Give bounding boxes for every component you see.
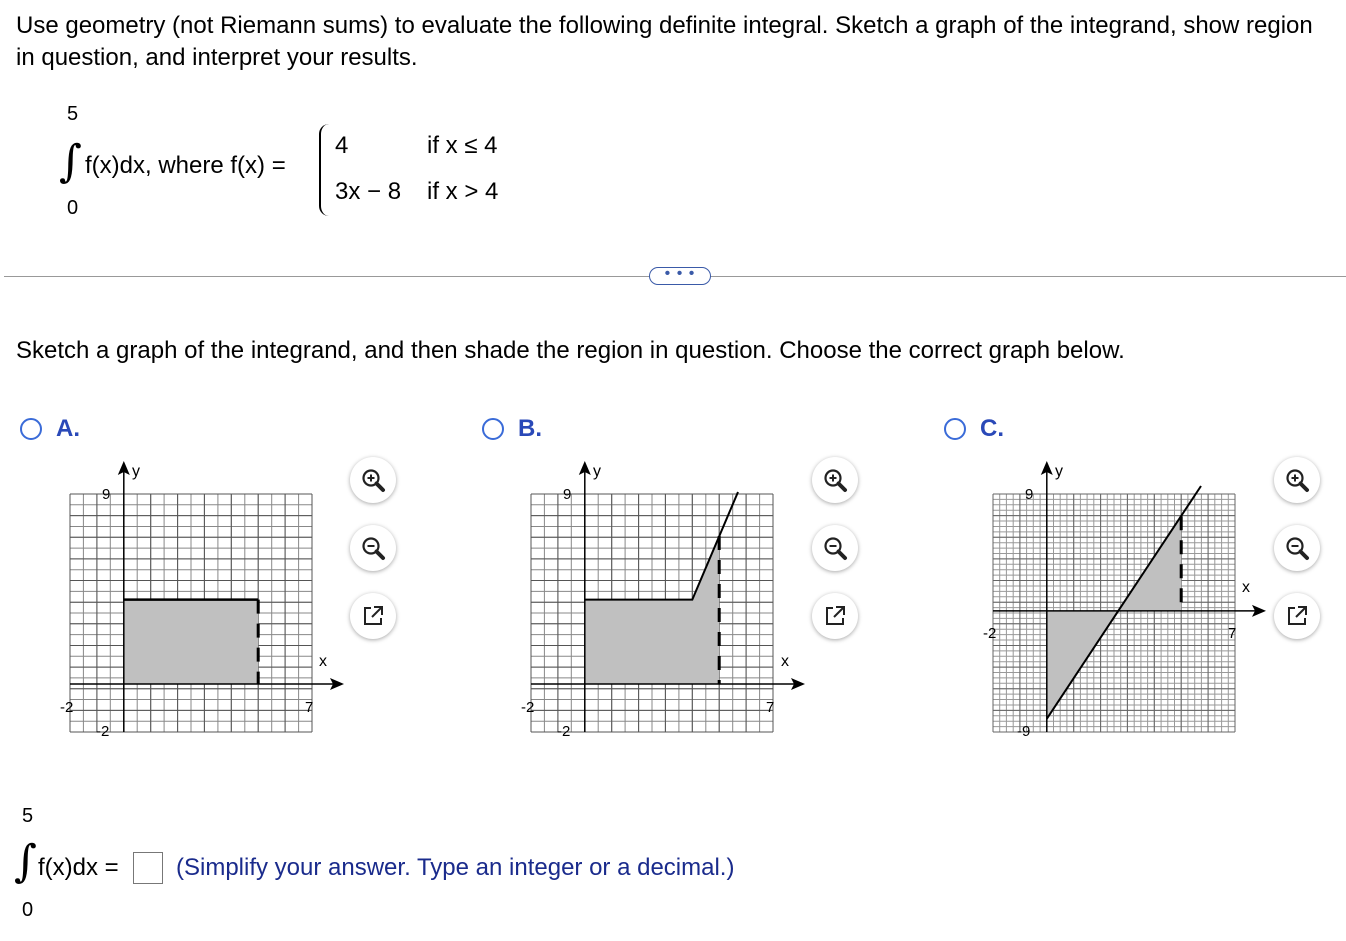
answer-integral-sign: ∫	[14, 836, 37, 887]
zoom-out-icon	[822, 535, 848, 561]
piece1-condition: if x ≤ 4	[427, 132, 498, 159]
option-c-radio[interactable]	[944, 418, 966, 440]
graph-b-zoom-in-button[interactable]	[812, 457, 858, 503]
graph-a-xmin-label: -2	[60, 699, 74, 716]
graph-b-ymax-label: 9	[563, 486, 572, 503]
graph-c-xmin-label: -2	[983, 625, 997, 642]
answer-upper-limit: 5	[22, 805, 34, 827]
piecewise-brace	[319, 124, 333, 216]
integral-expression	[55, 96, 555, 226]
piece2-condition: if x > 4	[427, 178, 499, 205]
popout-icon	[360, 603, 386, 629]
graph-c-x-label: x	[1242, 579, 1250, 596]
graph-a-zoom-out-button[interactable]	[350, 525, 396, 571]
zoom-in-icon	[1284, 467, 1310, 493]
graph-b-popout-button[interactable]	[812, 593, 858, 639]
zoom-in-icon	[822, 467, 848, 493]
graph-b-x-label: x	[781, 653, 789, 670]
option-a-label: A.	[56, 415, 80, 442]
integral-lower-limit: 0	[67, 197, 79, 219]
prompt-text: Use geometry (not Riemann sums) to evaluate the following definite integral. Sketch a graph of the integrand, show region in question, and interpret your results.	[16, 12, 1313, 71]
option-b-label: B.	[518, 415, 542, 442]
integral-upper-limit: 5	[67, 103, 79, 125]
popout-icon	[822, 603, 848, 629]
graph-a	[56, 456, 356, 746]
graph-c-y-label: y	[1055, 463, 1063, 480]
option-c[interactable]	[944, 414, 1004, 444]
graph-a-ymax-label: 9	[102, 486, 111, 503]
option-b[interactable]	[482, 414, 542, 444]
graph-c-ymax-label: 9	[1025, 486, 1034, 503]
graph-b-ymin-label: -2	[557, 723, 571, 740]
option-a[interactable]	[20, 414, 80, 444]
graph-a-y-label: y	[132, 463, 140, 480]
graph-a-x-label: x	[319, 653, 327, 670]
graph-c-xmax-label: 7	[1228, 625, 1237, 642]
zoom-in-icon	[360, 467, 386, 493]
graph-b-y-label: y	[593, 463, 601, 480]
graph-a-zoom-in-button[interactable]	[350, 457, 396, 503]
graph-b-xmax-label: 7	[766, 699, 775, 716]
answer-row	[0, 800, 900, 930]
graph-c-popout-button[interactable]	[1274, 593, 1320, 639]
question-text: Sketch a graph of the integrand, and then shade the region in question. Choose the correct graph below.	[16, 337, 1125, 364]
graph-b-xmin-label: -2	[521, 699, 535, 716]
graph-c	[980, 456, 1270, 746]
answer-expr: f(x)dx =	[38, 854, 119, 881]
graph-a-ymin-label: -2	[96, 723, 110, 740]
piece1-value: 4	[335, 132, 349, 159]
graph-c-zoom-out-button[interactable]	[1274, 525, 1320, 571]
option-c-label: C.	[980, 415, 1004, 442]
zoom-out-icon	[1284, 535, 1310, 561]
graph-b	[518, 456, 818, 746]
graph-a-popout-button[interactable]	[350, 593, 396, 639]
graph-c-zoom-in-button[interactable]	[1274, 457, 1320, 503]
popout-icon	[1284, 603, 1310, 629]
answer-input[interactable]	[133, 852, 163, 884]
integral-sign: ∫	[59, 136, 82, 187]
answer-hint: (Simplify your answer. Type an integer or a decimal.)	[176, 854, 735, 881]
integral-expr: f(x)dx, where f(x) =	[85, 152, 286, 179]
more-button[interactable]: • • •	[649, 267, 711, 285]
piece2-value: 3x − 8	[335, 178, 402, 205]
answer-lower-limit: 0	[22, 899, 34, 921]
graph-b-zoom-out-button[interactable]	[812, 525, 858, 571]
graph-a-shaded-region	[124, 600, 258, 684]
option-a-radio[interactable]	[20, 418, 42, 440]
option-b-radio[interactable]	[482, 418, 504, 440]
graph-c-ymin-label: -9	[1017, 723, 1031, 740]
graph-a-xmax-label: 7	[305, 699, 314, 716]
zoom-out-icon	[360, 535, 386, 561]
